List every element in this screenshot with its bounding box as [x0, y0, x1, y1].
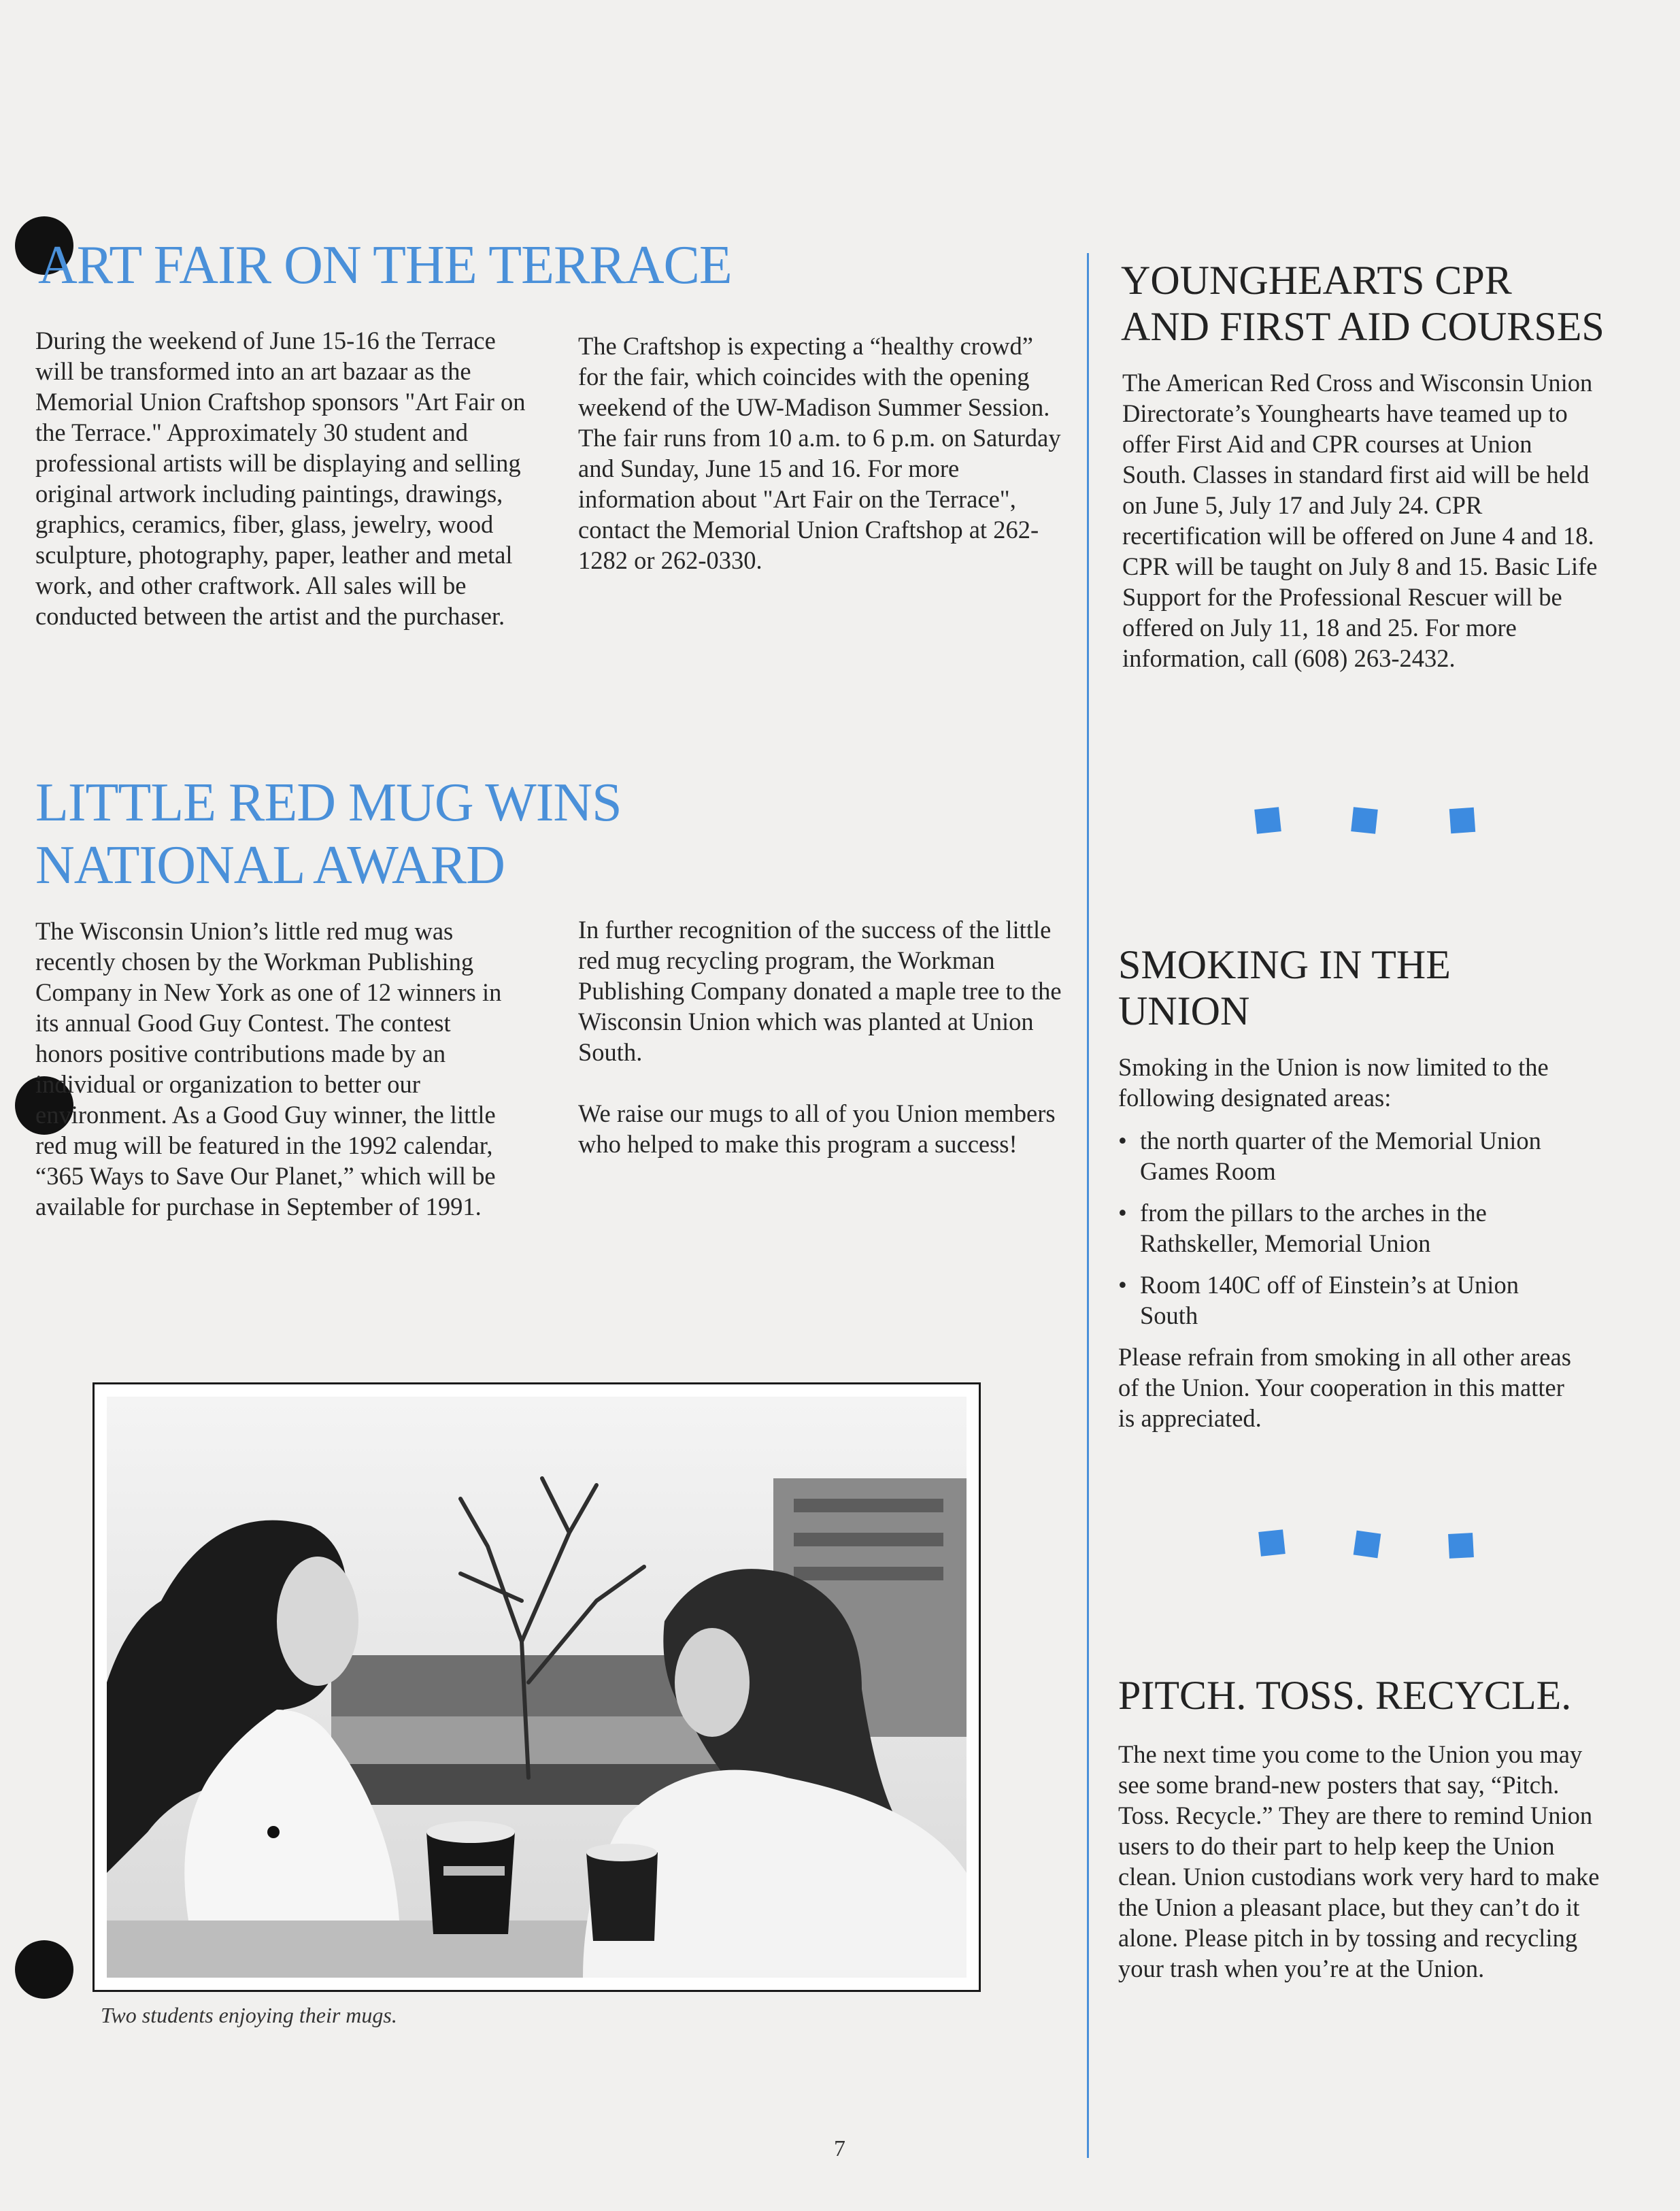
- art-fair-column-2: [578, 331, 1068, 576]
- separator-square: [1354, 1531, 1381, 1559]
- smoking-closing: Please refrain from smoking in all other areas of the Union. Your cooperation in this matter is appreciated.: [1118, 1343, 1571, 1432]
- separator-square: [1258, 1529, 1286, 1557]
- art-fair-paragraph-2: The Craftshop is expecting a “healthy crowd” for the fair, which coincides with the opening weekend of the UW-Madison Summer Session. The fair runs from 10 a.m. to 6 p.m. on Saturday and Sunday, June 15 and 16. For more information about "Art Fair on the Terrace", contact the Memorial Union Craftshop at 262-1282 or 262-0330.: [578, 332, 1061, 574]
- separator-square: [1254, 807, 1281, 834]
- smoking-title: [1118, 942, 1662, 1034]
- younghearts-title-line-1: YOUNGHEARTS CPR: [1121, 258, 1512, 303]
- red-mug-title-line-2: NATIONAL AWARD: [35, 835, 505, 895]
- binder-hole-bottom: [15, 1940, 73, 1999]
- younghearts-body: [1122, 367, 1598, 674]
- photo-frame: [93, 1382, 981, 1992]
- recycle-title: PITCH. TOSS. RECYCLE.: [1118, 1673, 1572, 1718]
- red-mug-column-1: [35, 916, 511, 1222]
- smoking-area-item: • the north quarter of the Memorial Union Games Room: [1118, 1125, 1581, 1186]
- smoking-area-item: • from the pillars to the arches in the Rathskeller, Memorial Union: [1118, 1197, 1581, 1259]
- smoking-body: [1118, 1052, 1581, 1433]
- smoking-area-item: • Room 140C off of Einstein’s at Union South: [1118, 1269, 1581, 1331]
- red-mug-column-2: [578, 914, 1068, 1159]
- red-mug-paragraph-1: The Wisconsin Union’s little red mug was recently chosen by the Workman Publishing Company in New York as one of 12 winners in its annual Good Guy Contest. The contest honors positive contributions made by an individual or organization to better our environment. As a Good Guy winner, the little red mug will be featured in the 1992 calendar, “365 Ways to Save Our Planet,” which will be available for purchase in September of 1991.: [35, 917, 502, 1220]
- smoking-title-line-1: SMOKING IN THE: [1118, 942, 1451, 987]
- art-fair-title: ART FAIR ON THE TERRACE: [38, 235, 732, 295]
- page-number: 7: [834, 2136, 845, 2161]
- column-divider: [1087, 253, 1089, 2158]
- separator-square: [1449, 808, 1475, 833]
- recycle-paragraph: The next time you come to the Union you may see some brand-new posters that say, “Pitch. Toss. Recycle.” They are there to remind Union users to do their part to help keep the Union clean. Union custodians work very hard to make the Union a pleasant place, but they can’t do it alone. Please pitch in by tossing and recycling your trash when you’re at the Union.: [1118, 1740, 1600, 1982]
- smoking-areas-list: [1118, 1125, 1581, 1331]
- art-fair-paragraph-1: During the weekend of June 15-16 the Terrace will be transformed into an art bazaar as the Memorial Union Craftshop sponsors "Art Fair on the Terrace." Approximately 30 student and professional artists will be displaying and selling original artwork including paintings, drawings, graphics, ceramics, fiber, glass, jewelry, wood sculpture, photography, paper, leather and metal work, and other craftwork. All sales will be conducted between the artist and the purchaser.: [35, 327, 526, 630]
- separator-square: [1351, 807, 1378, 834]
- smoking-intro: Smoking in the Union is now limited to the following designated areas:: [1118, 1053, 1549, 1112]
- smoking-title-line-2: UNION: [1118, 988, 1250, 1033]
- younghearts-title-line-2: AND FIRST AID COURSES: [1121, 304, 1605, 349]
- photo-caption: Two students enjoying their mugs.: [101, 2003, 397, 2027]
- art-fair-column-1: [35, 325, 539, 631]
- red-mug-paragraph-2: In further recognition of the success of the little red mug recycling program, the Workman Publishing Company donated a maple tree to the Wisconsin Union which was planted at Union South.: [578, 916, 1062, 1066]
- students-photo: [107, 1397, 967, 1978]
- separator-square: [1448, 1533, 1474, 1559]
- red-mug-title: [35, 771, 1056, 897]
- red-mug-paragraph-3: We raise our mugs to all of you Union members who helped to make this program a success!: [578, 1099, 1056, 1158]
- younghearts-paragraph: The American Red Cross and Wisconsin Union Directorate’s Younghearts have teamed up to offer First Aid and CPR courses at Union South. Classes in standard first aid will be held on June 5, July 17 and July 24. CPR recertification will be offered on June 4 and 18. CPR will be taught on July 8 and 15. Basic Life Support for the Professional Rescuer will be offered on July 11, 18 and 25. For more information, call (608) 263-2432.: [1122, 369, 1598, 672]
- red-mug-title-line-1: LITTLE RED MUG WINS: [35, 773, 622, 833]
- younghearts-title: [1121, 257, 1665, 350]
- recycle-body: [1118, 1739, 1615, 1984]
